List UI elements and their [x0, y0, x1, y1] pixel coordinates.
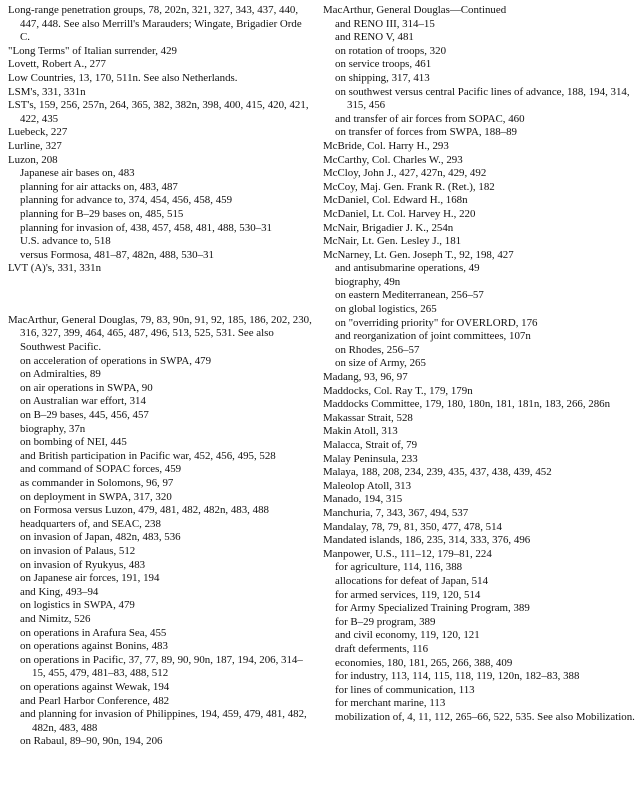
index-entry: "Long Terms" of Italian surrender, 429	[8, 44, 177, 57]
index-subentry: on invasion of Japan, 482n, 483, 536	[20, 531, 181, 544]
index-entry: Maleolop Atoll, 313	[323, 479, 412, 492]
index-subentry: planning for advance to, 374, 454, 456, 458, 459	[20, 194, 233, 207]
index-subentry: on invasion of Ryukyus, 483	[20, 558, 146, 571]
index-subentry: and Nimitz, 526	[20, 612, 91, 625]
index-subentry: and King, 493–94	[20, 585, 99, 598]
index-subentry: on southwest versus central Pacific lines of advance, 188, 194, 314, 315, 456	[335, 85, 630, 112]
index-subentry: on B–29 bases, 445, 456, 457	[20, 409, 149, 422]
index-subentry: for merchant marine, 113	[335, 697, 446, 710]
index-subentry: for lines of communication, 113	[335, 683, 475, 696]
index-entry: Lurline, 327	[8, 139, 62, 152]
index-entry: Manchuria, 7, 343, 367, 494, 537	[323, 506, 469, 519]
index-subentry: allocations for defeat of Japan, 514	[335, 574, 489, 587]
index-subentry: on size of Army, 265	[335, 357, 426, 370]
index-entry: Mandated islands, 186, 235, 314, 333, 376, 496	[323, 534, 531, 547]
index-subentry: and transfer of air forces from SOPAC, 460	[335, 112, 525, 125]
index-entry: McNarney, Lt. Gen. Joseph T., 92, 198, 427	[323, 248, 514, 261]
index-subentry: on Japanese air forces, 191, 194	[20, 572, 160, 585]
index-entry: LVT (A)'s, 331, 331n	[8, 262, 102, 275]
index-subentry: and planning for invasion of Philippines, 194, 459, 479, 481, 482, 482n, 483, 488	[20, 708, 307, 734]
index-subentry: planning for B–29 bases on, 485, 515	[20, 207, 184, 220]
index-entry: McBride, Col. Harry H., 293	[323, 139, 449, 152]
index-entry: LST's, 159, 256, 257n, 264, 365, 382, 382n, 398, 400, 415, 420, 421, 422, 435	[8, 99, 309, 125]
index-subentry: biography, 49n	[335, 275, 401, 288]
index-subentry: on rotation of troops, 320	[335, 44, 447, 57]
index-subentry: on deployment in SWPA, 317, 320	[20, 490, 172, 503]
index-subentry: on eastern Mediterranean, 256–57	[335, 289, 484, 302]
index-subentry: on Rhodes, 256–57	[335, 343, 420, 356]
index-entry: MacArthur, General Douglas, 79, 83, 90n, 91, 92, 185, 186, 202, 230, 316, 327, 399, 464, 465, 487, 496, 513, 525, 531. See also Southwest Pacific.	[8, 313, 312, 354]
index-subentry: and antisubmarine operations, 49	[335, 262, 480, 275]
index-subentry: as commander in Solomons, 96, 97	[20, 477, 174, 489]
index-subentry: biography, 37n	[20, 422, 86, 435]
index-entry: McCoy, Maj. Gen. Frank R. (Ret.), 182	[323, 180, 495, 193]
index-subentry: and RENO V, 481	[335, 31, 414, 44]
index-subentry: and command of SOPAC forces, 459	[20, 463, 182, 476]
index-subentry: on invasion of Palaus, 512	[20, 544, 136, 557]
index-subentry: and British participation in Pacific war, 452, 456, 495, 528	[20, 449, 276, 462]
index-entry: Maddocks, Col. Ray T., 179, 179n	[323, 384, 473, 397]
index-entry: Malay Peninsula, 233	[323, 452, 418, 465]
index-entry: MacArthur, General Douglas—Continued	[323, 4, 507, 16]
index-subentry: on Australian war effort, 314	[20, 395, 146, 408]
index-subentry: for agriculture, 114, 116, 388	[335, 561, 463, 574]
index-column-right	[323, 4, 635, 724]
index-subentry: on bombing of NEI, 445	[20, 436, 127, 449]
index-subentry: on service troops, 461	[335, 58, 432, 71]
index-subentry: on operations in Pacific, 37, 77, 89, 90, 90n, 187, 194, 206, 314–15, 455, 479, 481–83, 488, 512	[20, 653, 303, 680]
index-subentry: for B–29 program, 389	[335, 615, 436, 628]
index-subentry: draft deferments, 116	[335, 642, 429, 655]
index-subentry: for industry, 113, 114, 115, 118, 119, 120n, 182–83, 388	[335, 670, 580, 683]
index-entry: McNair, Lt. Gen. Lesley J., 181	[323, 235, 462, 248]
index-entry: Madang, 93, 96, 97	[323, 371, 408, 384]
index-subentry: for armed services, 119, 120, 514	[335, 588, 481, 601]
index-entry: McDaniel, Col. Edward H., 168n	[323, 194, 468, 207]
index-entry: Malaya, 188, 208, 234, 239, 435, 437, 438, 439, 452	[323, 466, 552, 479]
index-subentry: Japanese air bases on, 483	[20, 167, 135, 180]
index-entry: Long-range penetration groups, 78, 202n, 321, 327, 343, 437, 440, 447, 448. See also Merrill's Marauders; Wingate, Brigadier Orde C.	[8, 4, 302, 44]
index-column-left	[8, 4, 313, 749]
section-gap	[8, 276, 313, 314]
index-subentry: U.S. advance to, 518	[20, 235, 111, 248]
index-subentry: for Army Specialized Training Program, 389	[335, 602, 530, 615]
index-entry: McCloy, John J., 427, 427n, 429, 492	[323, 167, 487, 180]
index-subentry: on shipping, 317, 413	[335, 71, 430, 84]
index-entry: LSM's, 331, 331n	[8, 85, 86, 98]
index-entry: Mandalay, 78, 79, 81, 350, 477, 478, 514	[323, 520, 502, 533]
index-subentry: on operations against Wewak, 194	[20, 680, 170, 693]
index-entry: Makassar Strait, 528	[323, 411, 413, 424]
index-entry: McDaniel, Lt. Col. Harvey H., 220	[323, 207, 476, 220]
index-subentry: and Pearl Harbor Conference, 482	[20, 694, 170, 707]
index-subentry: and civil economy, 119, 120, 121	[335, 629, 480, 642]
index-subentry: on air operations in SWPA, 90	[20, 381, 153, 394]
index-subentry: and RENO III, 314–15	[335, 17, 435, 30]
index-entry: Manado, 194, 315	[323, 493, 403, 506]
index-subentry: on Formosa versus Luzon, 479, 481, 482, 482n, 483, 488	[20, 504, 269, 517]
index-subentry: and reorganization of joint committees, 107n	[335, 330, 531, 343]
index-subentry: on "overriding priority" for OVERLORD, 176	[335, 316, 538, 329]
index-entry: Lovett, Robert A., 277	[8, 58, 107, 71]
index-entry: Malacca, Strait of, 79	[323, 439, 418, 451]
index-subentry: on acceleration of operations in SWPA, 479	[20, 354, 212, 367]
index-subentry: headquarters of, and SEAC, 238	[20, 517, 161, 530]
index-subentry: on global logistics, 265	[335, 303, 437, 316]
index-entry: Manpower, U.S., 111–12, 179–81, 224	[323, 547, 492, 560]
index-entry: McNair, Brigadier J. K., 254n	[323, 221, 454, 234]
index-subentry: planning for air attacks on, 483, 487	[20, 180, 178, 193]
index-entry: McCarthy, Col. Charles W., 293	[323, 153, 463, 166]
index-subentry: on operations in Arafura Sea, 455	[20, 626, 167, 639]
index-subentry: planning for invasion of, 438, 457, 458, 481, 488, 530–31	[20, 221, 272, 234]
index-subentry: on Admiralties, 89	[20, 368, 101, 381]
index-subentry: mobilization of, 4, 11, 112, 265–66, 522, 535. See also Mobilization.	[335, 710, 635, 723]
index-subentry: on logistics in SWPA, 479	[20, 599, 135, 612]
index-subentry: versus Formosa, 481–87, 482n, 488, 530–31	[20, 248, 214, 261]
index-subentry: on operations against Bonins, 483	[20, 640, 168, 653]
index-subentry: economies, 180, 181, 265, 266, 388, 409	[335, 656, 513, 669]
index-entry: Luebeck, 227	[8, 126, 68, 139]
index-entry: Low Countries, 13, 170, 511n. See also Netherlands.	[8, 71, 238, 84]
index-subentry: on Rabaul, 89–90, 90n, 194, 206	[20, 735, 163, 748]
index-entry: Makin Atoll, 313	[323, 425, 398, 438]
index-entry: Luzon, 208	[8, 153, 58, 166]
index-entry: Maddocks Committee, 179, 180, 180n, 181, 181n, 183, 266, 286n	[323, 398, 611, 411]
index-subentry: on transfer of forces from SWPA, 188–89	[335, 126, 517, 139]
